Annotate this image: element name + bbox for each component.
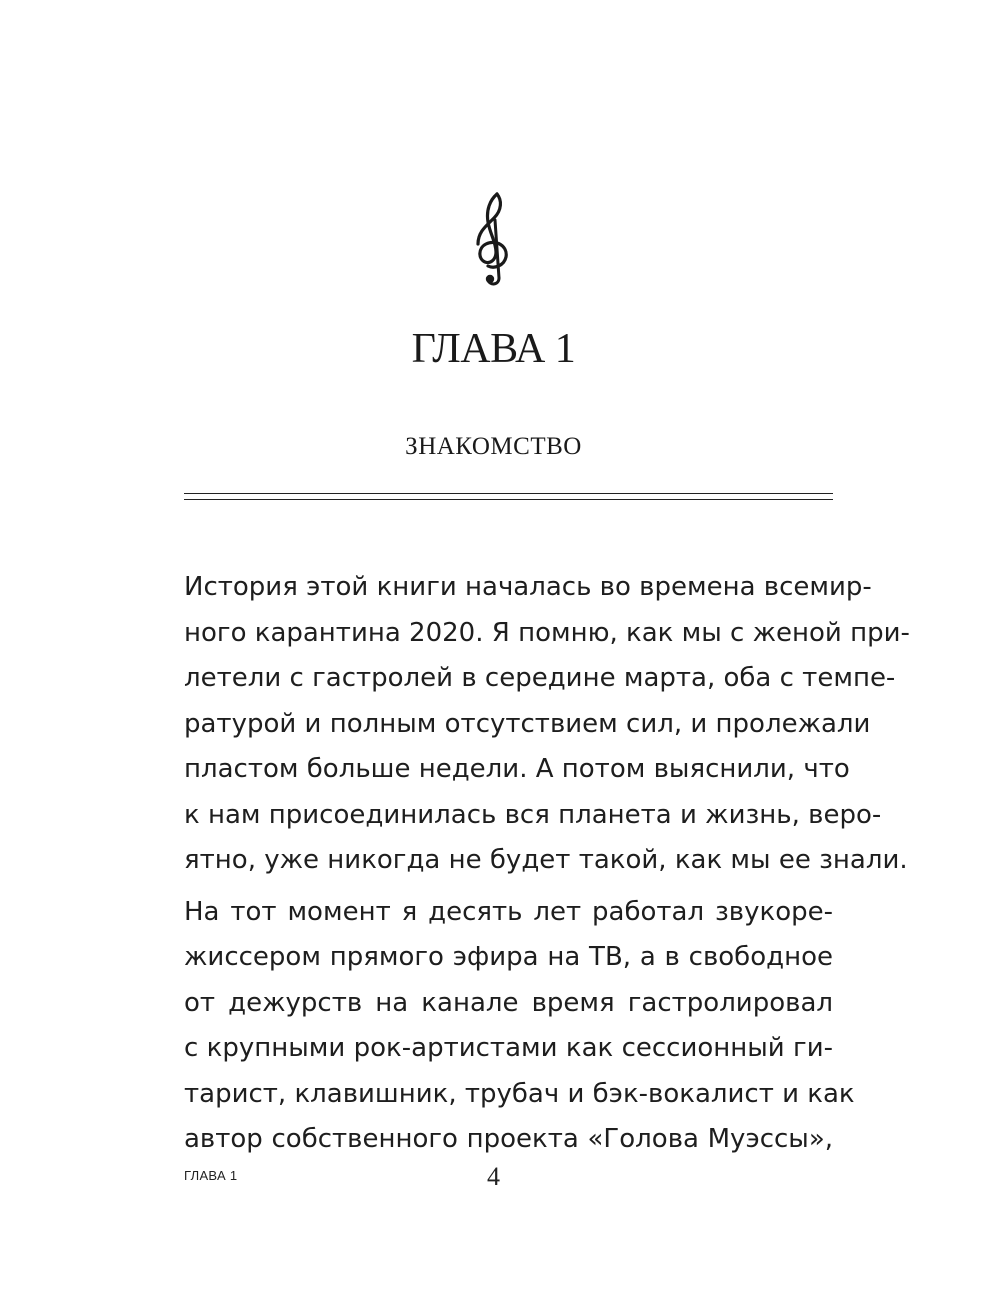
page-number: 4: [487, 1162, 500, 1191]
paragraph-1: [184, 565, 910, 884]
text-line: ратурой и полным отсутствием сил, и пролежали: [184, 708, 871, 739]
divider-bottom: [184, 499, 833, 500]
text-line: История этой книги началась во времена всемир-: [184, 572, 872, 602]
running-head: ГЛАВА 1: [184, 1168, 238, 1183]
paragraph-2: [184, 890, 855, 1163]
text-line: ятно, уже никогда не будет такой, как мы ее знали.: [184, 845, 908, 875]
text-line: с крупными рок-артистами как сессионный ги-: [184, 1033, 833, 1063]
text-line: от дежурств на канале время гастролировал: [184, 987, 833, 1018]
chapter-subtitle: ЗНАКОМСТВО: [405, 433, 582, 460]
text-line: пластом больше недели. А потом выяснили, что: [184, 754, 850, 784]
text-line: летели с гастролей в середине марта, оба с темпе-: [184, 663, 896, 693]
text-line: тарист, клавишник, трубач и бэк-вокалист и как: [184, 1078, 855, 1109]
divider-top: [184, 493, 833, 494]
chapter-title: ГЛАВА 1: [411, 326, 576, 372]
treble-clef-icon: [466, 190, 522, 290]
chapter-body: [184, 565, 910, 1163]
text-line: ного карантина 2020. Я помню, как мы с женой при-: [184, 617, 910, 648]
text-line: автор собственного проекта «Голова Муэссы»,: [184, 1124, 833, 1154]
text-line: к нам присоединилась вся планета и жизнь, веро-: [184, 799, 882, 830]
treble-clef-ornament: [0, 190, 987, 300]
text-line: На тот момент я десять лет работал звукоре-: [184, 896, 833, 927]
text-line: жиссером прямого эфира на ТВ, а в свободное: [184, 942, 833, 972]
